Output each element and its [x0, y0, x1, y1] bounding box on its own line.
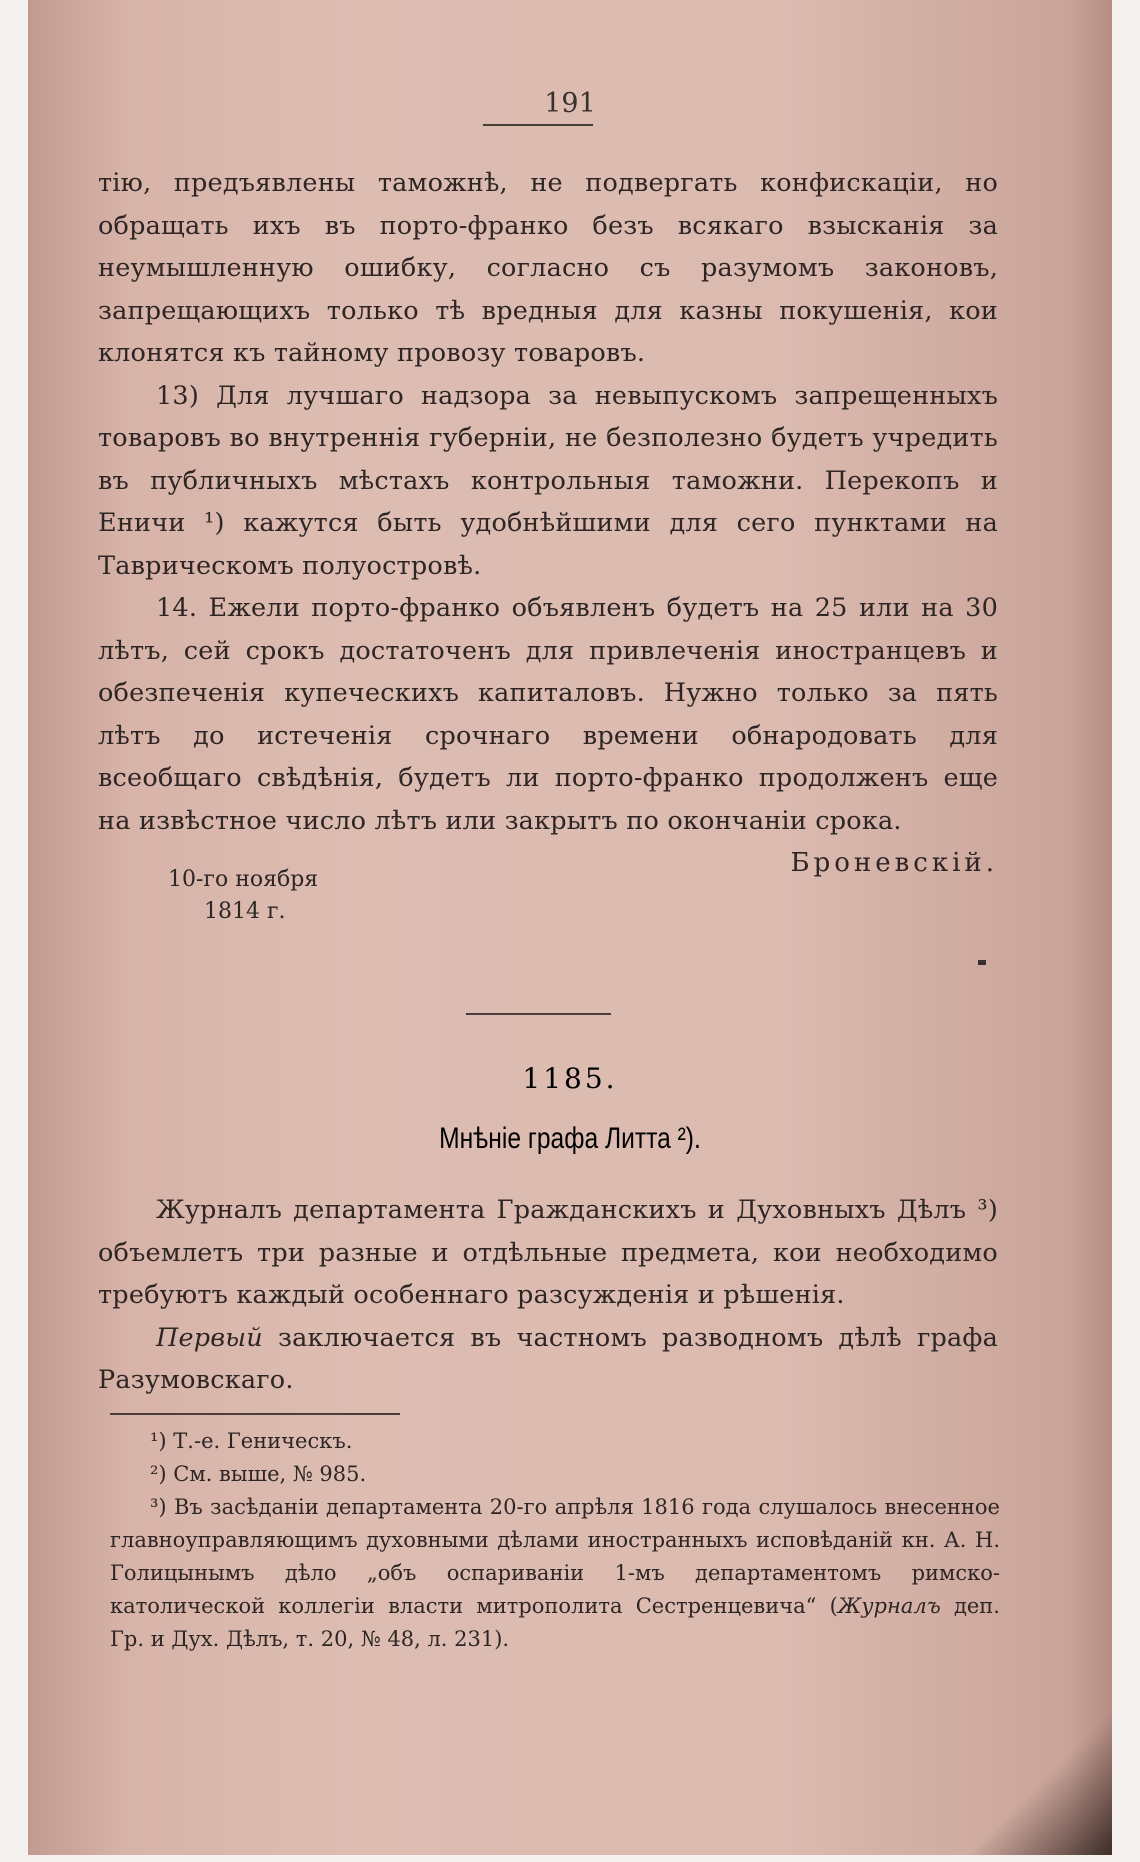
body-paragraph-2: [98, 1317, 998, 1402]
footnote-rule: [110, 1413, 400, 1415]
footnote-1: ¹) Т.-е. Геническъ.: [150, 1429, 353, 1453]
footnote-2: ²) См. выше, № 985.: [150, 1462, 367, 1486]
section-continuation: [98, 162, 998, 928]
footnote-3-text: ³) Въ засѣданіи департамента 20-го апрѣля 1816 года слушалось внесенное главноуправляющимъ духовными дѣлами иностранныхъ исповѣданій кн. А. Н. Голицынымъ дѣло „объ оспариваніи 1-мъ департаментомъ римско-католической коллегіи власти митрополита Сестренцевича“ (: [110, 1495, 1000, 1618]
document-number: 1185.: [522, 1062, 618, 1095]
paragraph-2: 13) Для лучшаго надзора за невыпускомъ запрещенныхъ товаровъ во внутреннія губерніи, не безполезно будетъ учредить въ публичныхъ мѣстахъ контрольныя таможни. Перекопъ и Еничи ¹) кажутся быть удобнѣйшими для сего пунктами на Таврическомъ полуостровѣ.: [98, 380, 998, 581]
body-paragraph-2-rest: заключается въ частномъ разводномъ дѣлѣ графа Разумовскаго.: [98, 1322, 998, 1395]
date-line-2: 1814 г.: [204, 899, 286, 924]
date-line-1: 10-го ноября: [168, 867, 319, 892]
page-number-rule: [483, 124, 593, 126]
page-number: 191: [544, 88, 596, 119]
signature: Броневскій.: [790, 848, 998, 878]
document-title: Мнѣніе графа Литта ²).: [439, 1122, 701, 1155]
footnote-3-end: деп. Гр. и Дух. Дѣлъ, т. 20, № 48, л. 231).: [110, 1594, 1000, 1651]
section-separator: [466, 1013, 611, 1015]
body-italic-word: Первый: [156, 1322, 263, 1353]
book-page: [28, 0, 1112, 1855]
ink-mark: [978, 960, 986, 965]
body-paragraph-1: Журналъ департамента Гражданскихъ и Духовныхъ Дѣлъ ³) объемлетъ три разные и отдѣльные предмета, кои необходимо требуютъ каждый особеннаго разсужденія и рѣшенія.: [98, 1195, 998, 1310]
paragraph-3: 14. Ежели порто-франко объявленъ будетъ на 25 или на 30 лѣтъ, сей срокъ достаточенъ для привлеченія иностранцевъ и обезпеченія купеческихъ капиталовъ. Нужно только за пять лѣтъ до истеченія срочнаго времени обнародовать для всеобщаго свѣдѣнія, будетъ ли порто-франко продолженъ еще на извѣстное число лѣтъ или закрытъ по окончаніи срока.: [98, 593, 998, 836]
footnotes: [110, 1425, 1000, 1656]
footnote-3-italic: Журналъ: [837, 1594, 941, 1618]
paragraph-1: тію, предъявлены таможнѣ, не подвергать конфискаціи, но обращать ихъ въ порто-франко безъ всякаго взысканія за неумышленную ошибку, согласно съ разумомъ законовъ, запрещающихъ только тѣ вредныя для казны покушенія, кои клонятся къ тайному провозу товаровъ.: [98, 168, 998, 368]
section-body: [98, 1189, 998, 1402]
footnote-3: [110, 1491, 1000, 1656]
